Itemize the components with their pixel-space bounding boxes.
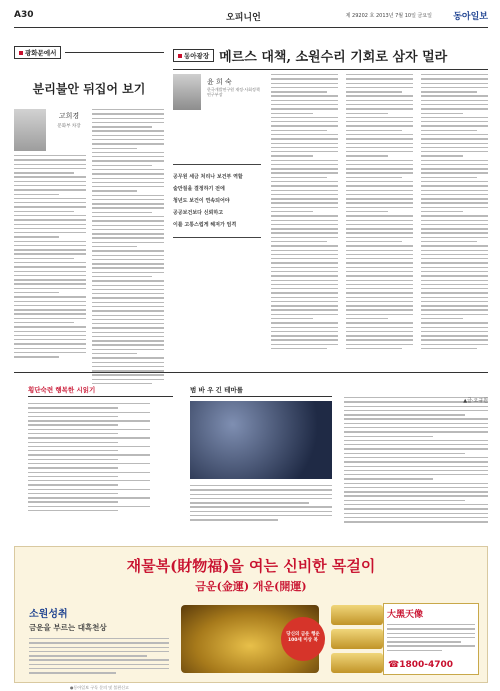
ad-phone[interactable]: ☎1800-4700: [388, 660, 454, 670]
ad-left-heading: 소원성취: [29, 609, 68, 620]
jewelry-gallery: [331, 605, 383, 673]
column-body-2: [92, 109, 164, 384]
jewelry-item: [331, 605, 383, 625]
column-gwanghwamun: [14, 32, 164, 129]
author-name: 고희경: [58, 112, 80, 120]
poem-lines: [28, 403, 173, 511]
essay-block: [344, 385, 488, 523]
issue-meta: 제 29202 호 2013년 7월 10일 금요일: [345, 13, 432, 19]
article-headline: 메르스 대책, 소원수리 기회로 삼자 멀라: [219, 50, 448, 65]
pull-quote-line: 공공보건보다 신뢰하고: [173, 210, 224, 216]
article-column-2: [346, 74, 413, 349]
column-headline: 분리불안 뒤집어 보기: [32, 82, 146, 96]
tag-square-icon: [178, 54, 182, 58]
column-tag: 광화문에서: [14, 46, 61, 59]
tag-square-icon: [19, 51, 23, 55]
poetry-band: [14, 372, 488, 540]
author-name: 윤 희 숙: [207, 78, 232, 86]
ad-left-text: [29, 638, 169, 674]
divider: [65, 52, 164, 53]
ad-brand-box: [383, 603, 479, 675]
article-column-3: [421, 74, 488, 349]
page-number: A30: [14, 10, 34, 20]
author-byline: [50, 111, 88, 129]
pull-quote: [173, 164, 261, 238]
author-role: 한국개발연구원 재정·사회정책연구부장: [207, 87, 260, 97]
advertisement[interactable]: [14, 546, 488, 683]
author-block: [173, 74, 261, 110]
masthead: [14, 8, 488, 28]
poem-header: 횡단숙련 행복한 시읽기: [28, 385, 173, 397]
essay-signature: ▲글·오규원: [463, 398, 488, 404]
photo-header: 범 바 우 긴 테마를: [190, 385, 332, 397]
pull-quote-line: 이를 고통스럽게 헤져가 엄격: [173, 222, 237, 228]
ad-brand-text: [387, 624, 475, 651]
night-sky-photo: [190, 401, 332, 479]
article-body: [271, 74, 488, 349]
column-donga-square: [173, 32, 488, 228]
newspaper-brand[interactable]: 동아일보: [453, 12, 488, 22]
photo-block: [190, 385, 332, 521]
section-title: 오피니언: [226, 13, 261, 23]
ad-left-subheading: 금운을 부르는 대흑천상: [29, 623, 107, 632]
photo-caption: [190, 485, 332, 521]
ad-badge: 당신의 금운 행운 100세 이상 복: [281, 617, 325, 661]
ad-left-copy: [29, 605, 169, 674]
author-role: 문화부 차장: [57, 124, 81, 129]
column-tag-row: [14, 46, 164, 59]
pull-quote-line: 청년도 보건이 연속되어야: [173, 198, 230, 204]
poem-block: [28, 385, 173, 511]
author-photo: [14, 109, 46, 151]
footnote: ●동아일보 구독 문의 및 불편신고: [70, 685, 129, 690]
pull-quote-line: 공무원 세금 처리나 보건부 역할: [173, 174, 243, 180]
article-column-1: [271, 74, 338, 349]
column-tag-row: [173, 46, 488, 65]
pull-quote-line: 술만질을 결정하기 전에: [173, 186, 225, 192]
jewelry-item: [331, 629, 383, 649]
essay-lines: [344, 397, 488, 523]
author-photo: [173, 74, 201, 110]
jewelry-item: [331, 653, 383, 673]
column-tag: 동아광장: [173, 49, 214, 62]
divider: [173, 69, 488, 70]
ad-brand: 大黑天像: [387, 610, 424, 620]
column-body-1: [14, 155, 86, 358]
ad-title: 재물복(財物福)을 여는 신비한 목걸이: [126, 557, 376, 575]
ad-subtitle: 금운(金運) 개운(開運): [195, 580, 307, 593]
